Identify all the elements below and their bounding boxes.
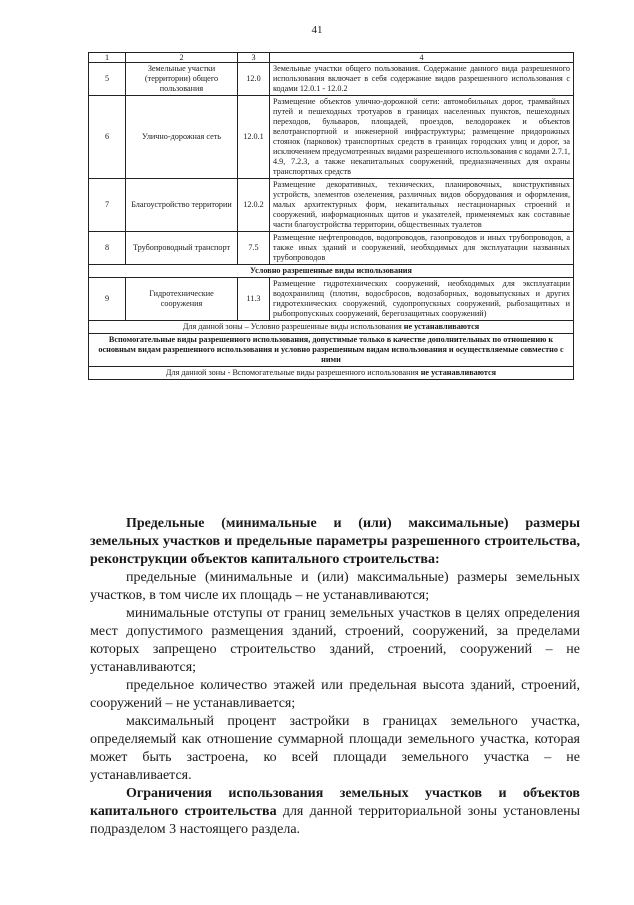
- paragraph: предельное количество этажей или предельная высота зданий, строений, сооружений – не устанавливается;: [90, 678, 580, 711]
- table-row: [89, 232, 574, 265]
- section-header-row: [89, 265, 574, 278]
- use-code: 12.0.1: [238, 96, 270, 179]
- use-description: Размещение гидротехнических сооружений, необходимых для эксплуатации водохранилищ (плотин, водосбросов, водозаборных, водовыпускных и других гидротехнических сооружений, судопропускных сооружений, рыбозащитных и рыбопропускных сооружений, берегозащитных сооружений): [270, 278, 574, 321]
- row-number: 6: [89, 96, 126, 179]
- row-number: 7: [89, 179, 126, 232]
- use-name: Улично-дорожная сеть: [126, 96, 238, 179]
- use-name: Земельные участки (территории) общего пользования: [126, 63, 238, 96]
- paragraph-emphasis: Ограничения использования земельных участков и объектов капитального строительства: [90, 786, 580, 819]
- use-description: Земельные участки общего пользования. Содержание данного вида разрешенного использования включает в себя содержание видов разрешенного использования с кодами 12.0.1 - 12.0.2: [270, 63, 574, 96]
- conditional-uses-header: Условно разрешенные виды использования: [89, 265, 574, 278]
- table-row: [89, 278, 574, 321]
- paragraph: максимальный процент застройки в границах земельного участка, определяемый как отношение суммарной площади земельного участка, которая может быть застроена, ко всей площади земельного участка – не устанавливается.: [90, 714, 580, 783]
- header-cell: 2: [126, 53, 238, 63]
- paragraph: минимальные отступы от границ земельных участков в целях определения мест допустимого размещения зданий, строений, сооружений, за пределами которых запрещено строительство зданий, строений, сооружений – не устанавливаются;: [90, 606, 580, 675]
- note-emphasis: не устанавливаются: [403, 322, 480, 331]
- body-text: [90, 515, 580, 839]
- table-row: [89, 96, 574, 179]
- header-cell: 4: [270, 53, 574, 63]
- header-cell: 1: [89, 53, 126, 63]
- use-code: 12.0: [238, 63, 270, 96]
- table-row: [89, 63, 574, 96]
- row-number: 5: [89, 63, 126, 96]
- header-cell: 3: [238, 53, 270, 63]
- row-number: 8: [89, 232, 126, 265]
- land-use-table: [88, 52, 574, 380]
- page-number: 41: [311, 24, 323, 36]
- note-row: [89, 321, 574, 334]
- note-row: [89, 367, 574, 380]
- table-row: [89, 179, 574, 232]
- auxiliary-uses-header: Вспомогательные виды разрешенного использования, допустимые только в качестве дополнительных по отношению к основным видам разрешенного использования и условно разрешенным видам использования и осуществляемые совместно с ними: [89, 334, 574, 367]
- note-text: Для данной зоны - Вспомогательные виды разрешенного использования: [165, 368, 421, 377]
- table-header-row: [89, 53, 574, 63]
- conditional-uses-note: [89, 321, 574, 334]
- paragraph: [90, 785, 580, 839]
- use-description: Размещение нефтепроводов, водопроводов, газопроводов и иных трубопроводов, а также иных зданий и сооружений, необходимых для эксплуатации названных трубопроводов: [270, 232, 574, 265]
- use-name: Гидротехнические сооружения: [126, 278, 238, 321]
- auxiliary-uses-note: [89, 367, 574, 380]
- note-emphasis: не устанавливаются: [420, 368, 497, 377]
- section-header-row: [89, 334, 574, 367]
- row-number: 9: [89, 278, 126, 321]
- note-text: Для данной зоны – Условно разрешенные виды использования: [182, 322, 404, 331]
- use-code: 12.0.2: [238, 179, 270, 232]
- use-name: Трубопроводный транспорт: [126, 232, 238, 265]
- use-name: Благоустройство территории: [126, 179, 238, 232]
- use-code: 11.3: [238, 278, 270, 321]
- use-code: 7.5: [238, 232, 270, 265]
- paragraph-text: для данной территориальной зоны установлены подразделом 3 настоящего раздела.: [90, 804, 580, 837]
- use-description: Размещение декоративных, технических, планировочных, конструктивных устройств, элементов озеленения, различных видов оборудования и оформления, малых архитектурных форм, некапитальных нестационарных строений и сооружений, информационных щитов и указателей, применяемых как составные части благоустройства территории, общественных туалетов: [270, 179, 574, 232]
- use-description: Размещение объектов улично-дорожной сети: автомобильных дорог, трамвайных путей и пешеходных тротуаров в границах населенных пунктов, пешеходных переходов, бульваров, площадей, проездов, велодорожек и объектов велотранспортной и инженерной инфраструктуры; размещение придорожных стоянок (парковок) транспортных средств в границах городских улиц и дорог, за исключением предусмотренных видами разрешенного использования с кодами 2.7.1, 4.9, 7.2.3, а также некапитальных сооружений, предназначенных для охраны транспортных средств: [270, 96, 574, 179]
- section-heading: Предельные (минимальные и (или) максимальные) размеры земельных участков и предельные параметры разрешенного строительства, реконструкции объектов капитального строительства:: [90, 516, 580, 567]
- paragraph: предельные (минимальные и (или) максимальные) размеры земельных участков, в том числе их площадь – не устанавливаются;: [90, 570, 580, 603]
